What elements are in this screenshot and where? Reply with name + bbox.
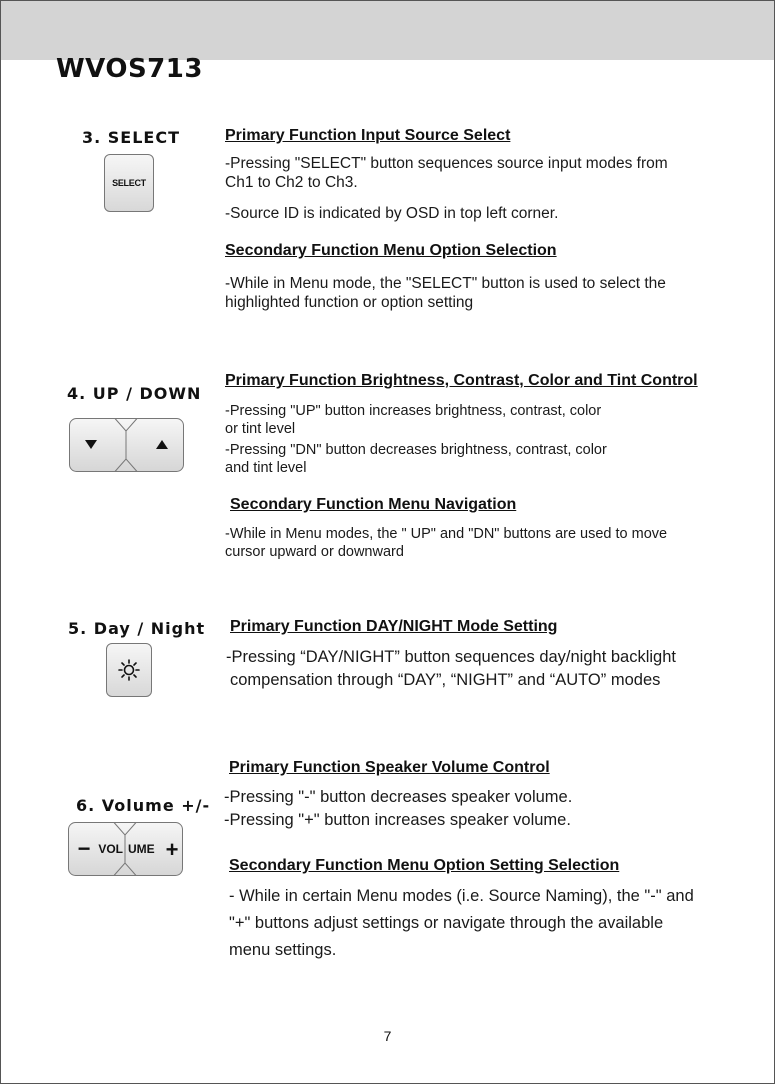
- volume-text-left: VOL: [98, 842, 123, 856]
- volume-rocker-icon: [68, 822, 183, 876]
- volume-secondary-heading: Secondary Function Menu Option Setting Selection: [229, 857, 620, 874]
- section-label-up-down: 4. UP / DOWN: [67, 384, 202, 403]
- updown-secondary-text: -While in Menu modes, the " UP" and "DN" buttons are used to move cursor upward or downward: [225, 526, 668, 560]
- section-label-volume: 6. Volume +/-: [76, 796, 211, 815]
- volume-primary-text: -Pressing "-" button decreases speaker volume. -Pressing "+" button increases speaker volume.: [224, 788, 573, 829]
- day-night-button: [106, 643, 152, 697]
- minus-icon: −: [77, 836, 91, 861]
- daynight-primary-heading: Primary Function DAY/NIGHT Mode Setting: [230, 618, 558, 635]
- select-primary-text: -Pressing "SELECT" button sequences source input modes from Ch1 to Ch2 to Ch3. -Source ID is indicated by OSD in top left corner.: [225, 155, 668, 222]
- select-button-text: SELECT: [112, 178, 146, 188]
- select-primary-heading: Primary Function Input Source Select: [225, 127, 511, 144]
- model-title: WVOS713: [56, 54, 203, 84]
- section-label-day-night: 5. Day / Night: [68, 619, 206, 638]
- updown-primary-text: -Pressing "UP" button increases brightness, contrast, color or tint level -Pressing "DN" button decreases brightness, contrast, color and tint level: [225, 403, 607, 476]
- select-secondary-heading: Secondary Function Menu Option Selection: [225, 242, 557, 259]
- section-label-select: 3. SELECT: [82, 128, 181, 147]
- plus-icon: +: [165, 837, 179, 862]
- volume-text-right: UME: [128, 842, 155, 856]
- volume-secondary-text: - While in certain Menu modes (i.e. Source Naming), the "-" and "+" buttons adjust settings or navigate through the available menu settings.: [229, 887, 694, 959]
- page-number: 7: [383, 1028, 392, 1044]
- sun-icon: [107, 644, 151, 696]
- updown-primary-heading: Primary Function Brightness, Contrast, Color and Tint Control: [225, 372, 698, 389]
- updown-secondary-heading: Secondary Function Menu Navigation: [230, 496, 517, 513]
- daynight-primary-text: -Pressing “DAY/NIGHT” button sequences day/night backlight compensation through “DAY”, “NIGHT” and “AUTO” modes: [226, 648, 676, 689]
- select-button-icon: [104, 154, 154, 212]
- header-bar: [1, 1, 774, 60]
- select-secondary-text: -While in Menu mode, the "SELECT" button is used to select the highlighted function or option setting: [225, 275, 666, 311]
- volume-primary-heading: Primary Function Speaker Volume Control: [229, 759, 550, 776]
- up-down-rocker-icon: [69, 418, 184, 472]
